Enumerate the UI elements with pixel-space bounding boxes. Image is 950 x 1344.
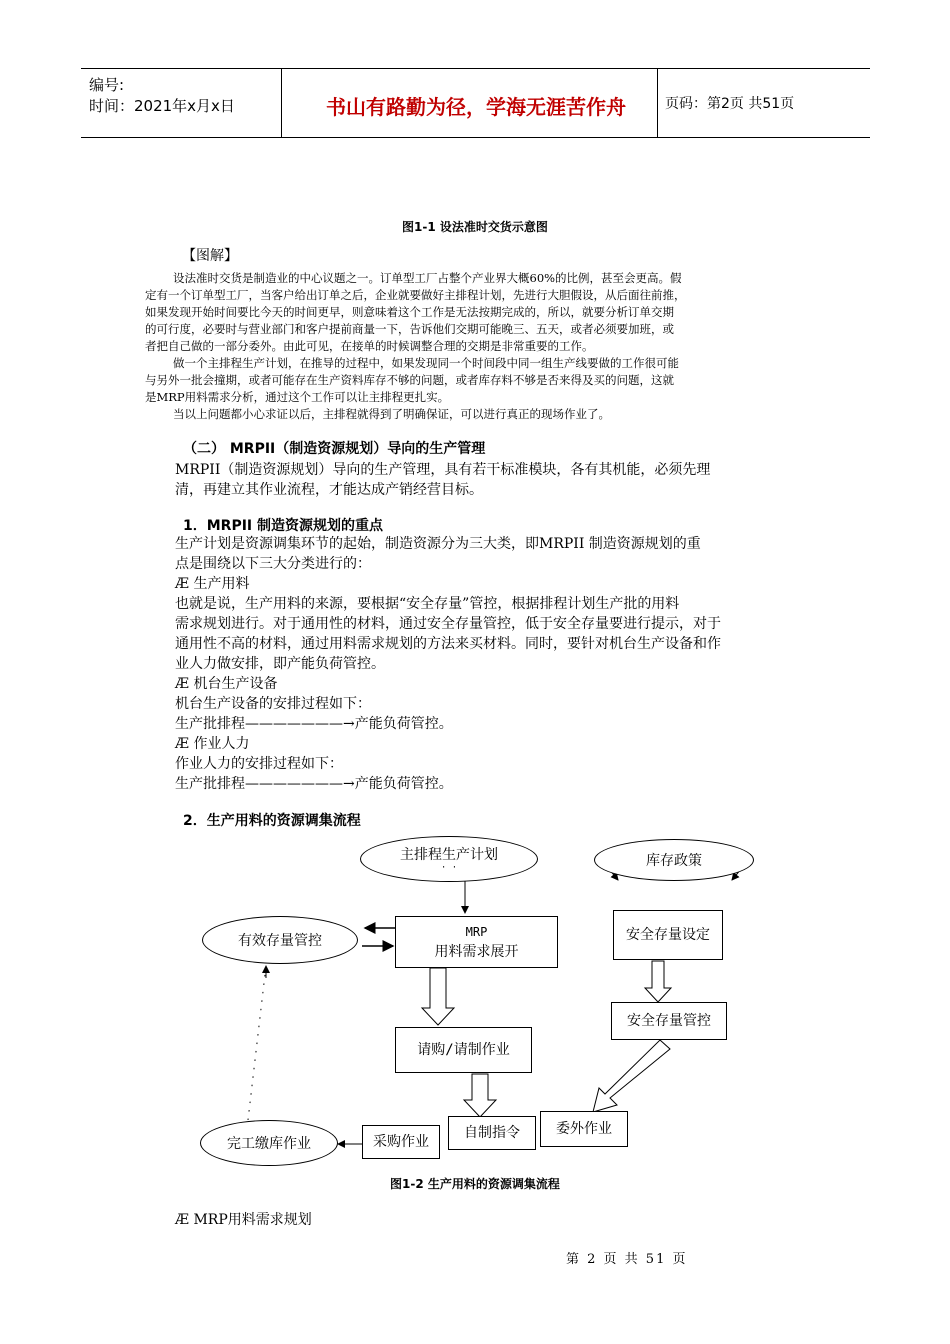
illustration-line: 者把自己做的一部分委外。由此可见，在接单的时候调整合理的交期是非常重要的工作。 (145, 339, 594, 353)
paragraph-line: 点是围绕以下三大分类进行的： (175, 556, 371, 572)
illustration-line: 如果发现开始时间要比今天的时间更早，则意味着这个工作是无法按期完成的，所以，就要分析订单交期 (145, 305, 674, 319)
node-label: 主排程生产计划 (400, 847, 498, 863)
illustration-line: 设法准时交货是制造业的中心议题之一。订单型工厂占整个产业界大概60%的比例，甚至会更高。假 (173, 271, 682, 285)
paragraph-line: 作业人力的安排过程如下： (175, 756, 343, 772)
illustration-line: 定有一个订单型工厂，当客户给出订单之后，企业就要做好主排程计划，先进行大胆假设，从后面往前推， (145, 288, 686, 302)
master-schedule-node (360, 836, 538, 882)
paragraph-line: 通用性不高的材料，通过用料需求规划的方法来买材料。同时，要针对机台生产设备和作 (175, 636, 721, 652)
block-arrow (645, 961, 671, 1002)
document-time-label: 时间：2021年x月x日 (89, 97, 235, 115)
flowchart (190, 828, 770, 1168)
inventory-policy-node: 库存政策 (594, 839, 754, 881)
header-divider (657, 69, 658, 137)
block-arrow (422, 968, 454, 1025)
illustration-line: 做一个主排程生产计划，在推导的过程中，如果发现同一个时间段中同一组生产线要做的工作很可能 (173, 356, 679, 370)
paragraph-line: 清，再建立其作业流程，才能达成产销经营目标。 (175, 482, 483, 498)
paragraph-line: MRPII（制造资源规划）导向的生产管理，具有若干标准模块，各有其机能，必须先理 (175, 462, 711, 478)
self-made-node: 自制指令 (448, 1116, 536, 1150)
node-label: 用料需求展开 (434, 944, 519, 960)
paragraph-line: 生产计划是资源调集环节的起始，制造资源分为三大类，即MRPII 制造资源规划的重 (175, 536, 701, 552)
subsection-body (175, 534, 825, 794)
subsection-heading: 1．MRPII 制造资源规划的重点 (183, 518, 384, 534)
paragraph-line: 生产批排程———————→产能负荷管控。 (175, 716, 453, 732)
illustration-text (145, 270, 825, 423)
paragraph-line: 也就是说，生产用料的来源，要根据“安全存量”管控，根据排程计划生产批的用料 (175, 596, 680, 612)
procurement-node: 采购作业 (362, 1125, 440, 1159)
paragraph-line: 机台生产设备的安排过程如下： (175, 696, 371, 712)
header-motto: 书山有路勤为径，学海无涯苦作舟 (326, 95, 626, 119)
mrp-node (395, 916, 558, 968)
bullet-item: Æ 生产用料 (175, 576, 250, 592)
paragraph-line: 需求规划进行。对于通用性的材料，通过安全存量管控，低于安全存量要进行提示，对于 (175, 616, 721, 632)
effective-stock-node: 有效存量管控 (202, 916, 358, 964)
document-number-label: 编号: (89, 76, 125, 94)
illustration-line: 的可行度，必要时与营业部门和客户提前商量一下，告诉他们交期可能晚三、五天，或者必须要加班，或 (145, 322, 674, 336)
purchase-request-node: 请购/请制作业 (395, 1027, 532, 1073)
bullet-item: Æ 机台生产设备 (175, 676, 278, 692)
illustration-line: 当以上问题都小心求证以后，主排程就得到了明确保证，可以进行真正的现场作业了。 (173, 407, 610, 421)
bullet-item: Æ MRP用料需求规划 (175, 1212, 312, 1228)
safety-control-node: 安全存量管控 (611, 1002, 727, 1040)
bullet-item: Æ 作业人力 (175, 736, 250, 752)
illustration-title: 【图解】 (182, 248, 238, 264)
node-label: MRP (465, 925, 488, 939)
page-footer: 第 2 页 共 51 页 (566, 1252, 688, 1267)
paragraph-line: 生产批排程———————→产能负荷管控。 (175, 776, 453, 792)
outsourcing-node: 委外作业 (540, 1111, 628, 1147)
paragraph-line: 业人力做安排，即产能负荷管控。 (175, 656, 385, 672)
figure2-caption: 图1-2 生产用料的资源调集流程 (390, 1177, 560, 1191)
block-arrow (593, 1040, 670, 1112)
illustration-line: 与另外一批会撞期，或者可能存在生产资料库存不够的问题，或者库存料不够是否来得及买的问题，这就 (145, 373, 674, 387)
illustration-line: 是MRP用料需求分析，通过这个工作可以让主排程更扎实。 (145, 390, 450, 404)
page-header (81, 68, 870, 138)
bullet-body (175, 594, 825, 674)
warehousing-node: 完工缴库作业 (200, 1120, 338, 1166)
subsection-heading: 2．生产用料的资源调集流程 (183, 813, 361, 829)
safety-setting-node: 安全存量设定 (613, 910, 723, 960)
header-page-info: 页码：第2页 共51页 (665, 96, 795, 112)
block-arrow (464, 1074, 496, 1117)
section-heading: （二） MRPII（制造资源规划）导向的生产管理 (183, 441, 486, 457)
dotted-line (248, 966, 266, 1120)
header-meta (89, 75, 235, 117)
header-divider (281, 69, 282, 137)
section-intro (175, 460, 825, 500)
figure1-caption: 图1-1 设法准时交货示意图 (402, 220, 548, 234)
node-dots: · · (440, 863, 458, 873)
